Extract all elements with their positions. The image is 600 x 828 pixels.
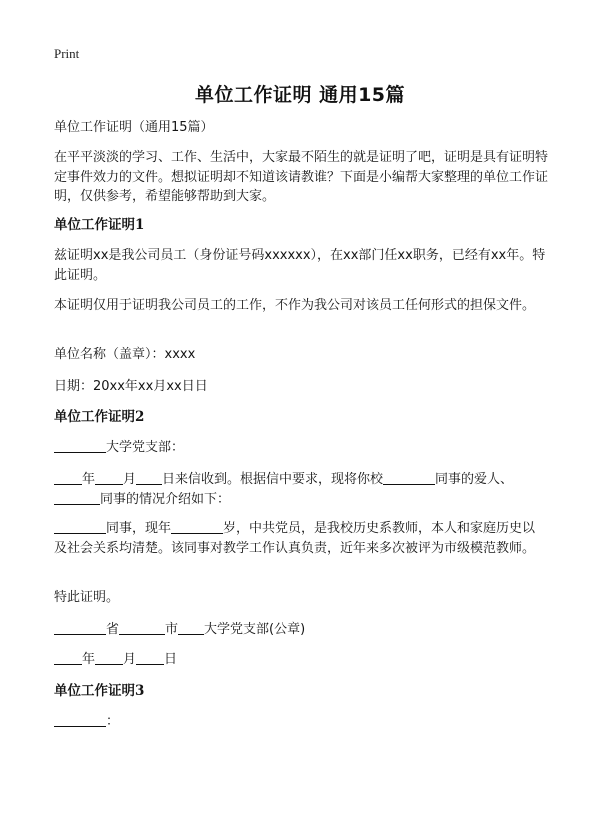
section2-sign-date xyxy=(54,650,548,670)
section2-closing: 特此证明。 xyxy=(54,590,120,605)
blank-line xyxy=(136,650,164,665)
blank-line xyxy=(119,620,165,635)
section1-heading: 单位工作证明1 xyxy=(54,217,145,233)
blank-line xyxy=(178,620,204,635)
blank-line xyxy=(54,712,106,727)
blank-line xyxy=(383,470,435,485)
section2-heading: 单位工作证明2 xyxy=(54,409,145,425)
branch-label: 大学党支部(公章) xyxy=(204,622,306,637)
colleague-text-b: 岁，中共党员，是我校历史系教师，本人和家庭历史以及社会关系均清楚。该同事对教学工作认真负责，近年来多次被评为市级模范教师。 xyxy=(54,521,536,556)
section1-date: 日期：20xx年xx月xx日日 xyxy=(54,379,208,394)
letter-text: 日来信收到。根据信中要求，现将你校 xyxy=(162,472,384,487)
blank-line xyxy=(95,650,123,665)
section1-paragraph2: 本证明仅用于证明我公司员工的工作，不作为我公司对该员工任何形式的担保文件。 xyxy=(54,298,536,313)
section1-unit-name: 单位名称（盖章）：xxxx xyxy=(54,347,196,362)
section3-heading: 单位工作证明3 xyxy=(54,683,145,699)
section3-addressee xyxy=(54,712,548,732)
blank-line xyxy=(54,620,106,635)
blank-line xyxy=(54,438,106,453)
print-link[interactable]: Print xyxy=(54,46,80,61)
section2-signature xyxy=(54,620,548,640)
province-label: 省 xyxy=(106,622,120,637)
blank-line xyxy=(54,650,82,665)
addressee-text: 大学党支部： xyxy=(106,440,185,455)
colleague-text-a: 同事，现年 xyxy=(106,521,172,536)
document-title: 单位工作证明 通用15篇 xyxy=(194,84,406,106)
section3-colon: ： xyxy=(106,714,120,729)
date-year-label: 年 xyxy=(82,652,96,667)
introduction-text: 同事的情况介绍如下： xyxy=(100,491,231,507)
blank-line xyxy=(136,470,162,485)
section2-colleague-paragraph xyxy=(54,519,548,558)
date-month-label: 月 xyxy=(123,652,137,667)
letter-tail: 同事的爱人、 xyxy=(435,472,514,487)
city-label: 市 xyxy=(165,622,179,637)
section2-addressee xyxy=(54,438,548,458)
blank-line xyxy=(54,470,82,485)
document-subtitle: 单位工作证明（通用15篇） xyxy=(54,120,214,135)
month-label: 月 xyxy=(123,472,137,487)
blank-line xyxy=(171,519,223,534)
blank-line xyxy=(54,490,100,505)
year-label: 年 xyxy=(82,472,96,487)
section2-letter-paragraph xyxy=(54,470,548,509)
section1-paragraph1: 兹证明xx是我公司员工（身份证号码xxxxxx），在xx部门任xx职务，已经有xx年。特此证明。 xyxy=(54,248,546,283)
date-day-label: 日 xyxy=(164,652,178,667)
intro-paragraph: 在平平淡淡的学习、工作、生活中，大家最不陌生的就是证明了吧，证明是具有证明特定事件效力的文件。想拟证明却不知道该请教谁？下面是小编帮大家整理的单位工作证明，仅供参考，希望能够帮助到大家。 xyxy=(54,150,549,204)
blank-line xyxy=(95,470,123,485)
blank-line xyxy=(54,519,106,534)
